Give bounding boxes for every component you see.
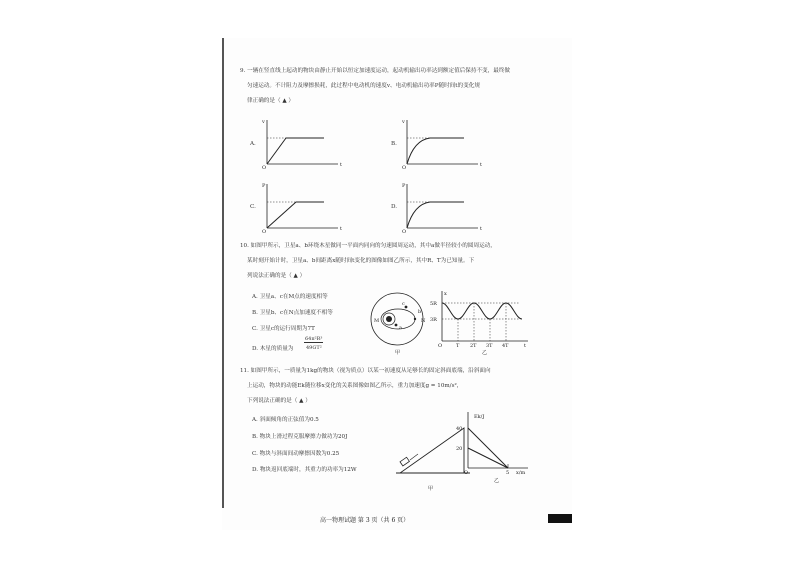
q10-yi-tick-t: T [456,343,460,349]
q11-stem-line2: 上运动，物块的动能Ek随位移x变化的关系图像如图乙所示，重力加速度g = 10m/s²， [247,383,463,389]
q11-option-b: B. 物块上滑过程克服摩擦力做功为20J [252,434,348,440]
q11-yi-tick-40: 40 [456,426,463,432]
q10-stem-line3: 列说法正确的是（ ▲ ） [247,273,306,279]
q11-stem-line3: 下列说法正确的是（ ▲ ） [247,398,311,404]
q10-figure-yi [430,289,530,356]
q9-graph-a [262,118,343,171]
q10-jia-label-c: c [402,301,405,307]
q10-formula-numerator: 64π²R³ [305,336,323,342]
q9-b-origin: O [402,165,407,171]
q11-option-d: D. 物块返回底端时，其重力的功率为12W [252,467,357,473]
q11-yi-y-axis: Ek/J [474,414,485,420]
q9-option-d: D. [391,204,398,210]
q10-yi-origin: O [438,343,443,349]
q10-yi-tick-5r: 5R [430,301,437,307]
q10-figure-jia [366,291,436,356]
q10-jia-label-b: b [418,309,422,315]
q9-d-axis-t: t [480,226,483,232]
q10-yi-tick-3t: 3T [486,343,493,349]
q11-yi-tick-20: 20 [456,446,463,452]
q9-stem-line2: 匀速运动。不计阻力及摩擦损耗，此过程中电动机的速度v、电动机输出功率P随时间t的变化规 [247,83,480,89]
q10-stem-line2: 某时刻开始计时，卫星a、b间距离x随时间t变化的图像如图乙所示，其中R、T为已知量。下 [247,258,475,264]
q11-yi-tick-5: 5 [506,470,510,476]
q9-c-axis-p: P [262,183,266,189]
q9-option-b: B. [391,141,397,147]
q11-yi-caption: 乙 [494,478,500,484]
q10-yi-caption: 乙 [482,350,488,356]
q9-a-origin: O [262,165,267,171]
q10-jia-label-a: a [399,325,402,331]
q10-jia-label-n: N [421,318,426,324]
q9-c-origin: O [262,229,267,235]
page-binding-edge [222,38,224,508]
q11-option-c: C. 物块与斜面间动摩擦因数为0.25 [252,451,340,457]
q10-option-d: D. 木星的质量为 [252,346,294,352]
q10-yi-y-axis: x [444,291,447,297]
q10-yi-x-axis: t [524,343,527,349]
q11-jia-caption: 甲 [428,486,434,492]
q11-option-a: A. 斜面倾角的正弦值为0.5 [252,417,319,423]
q10-stem-line1: 10. 如图甲所示，卫星a、b环绕木星做同一平面内同向的匀速圆周运动，其中a做半径较小的圆周运动， [240,243,496,249]
q9-d-origin: O [402,229,407,235]
q10-option-c: C. 卫星c的运行周期为7T [252,326,315,332]
q11-yi-origin: O [464,470,469,476]
q11-stem-line1: 11. 如图甲所示，一质量为1kg的物块（视为质点）以某一初速度从足够长的固定斜面底端，沿斜面向 [240,368,491,374]
q10-jia-caption: 甲 [395,350,401,356]
q10-yi-tick-4t: 4T [502,343,509,349]
q10-option-a: A. 卫星a、c在M点的速度相等 [252,294,328,300]
q10-yi-tick-3r: 3R [430,317,437,323]
q9-option-c: C. [250,204,256,210]
q9-graph-c [262,182,343,235]
q9-option-a: A. [250,141,256,147]
q10-option-b: B. 卫星b、c在N点加速度不相等 [252,310,333,316]
q9-a-axis-t: t [340,162,343,168]
q10-jia-label-m: M [374,318,380,324]
q9-graph-d [402,182,483,235]
q11-figure-yi [456,408,536,486]
q9-stem-line3: 律正确的是（ ▲ ） [247,98,295,104]
q9-a-axis-v: v [262,119,265,125]
q9-stem-line1: 9. 一辆在竖直线上起动的物块由静止开始以恒定加速度运动，起动机输出功率达到额定值后保持不变，最终做 [240,68,511,74]
q10-yi-tick-2t: 2T [470,343,477,349]
q9-d-axis-p: P [402,183,406,189]
q9-graph-b [402,118,483,171]
page-footer: 高一物理试题 第 3 页（共 6 页） [320,517,410,524]
q9-b-axis-v: v [402,119,405,125]
q9-b-axis-t: t [480,162,483,168]
q11-yi-x-axis: x/m [516,470,526,476]
q10-formula-denominator: 49GT² [306,345,322,351]
page-corner-mark [548,514,572,523]
q9-c-axis-t: t [340,226,343,232]
